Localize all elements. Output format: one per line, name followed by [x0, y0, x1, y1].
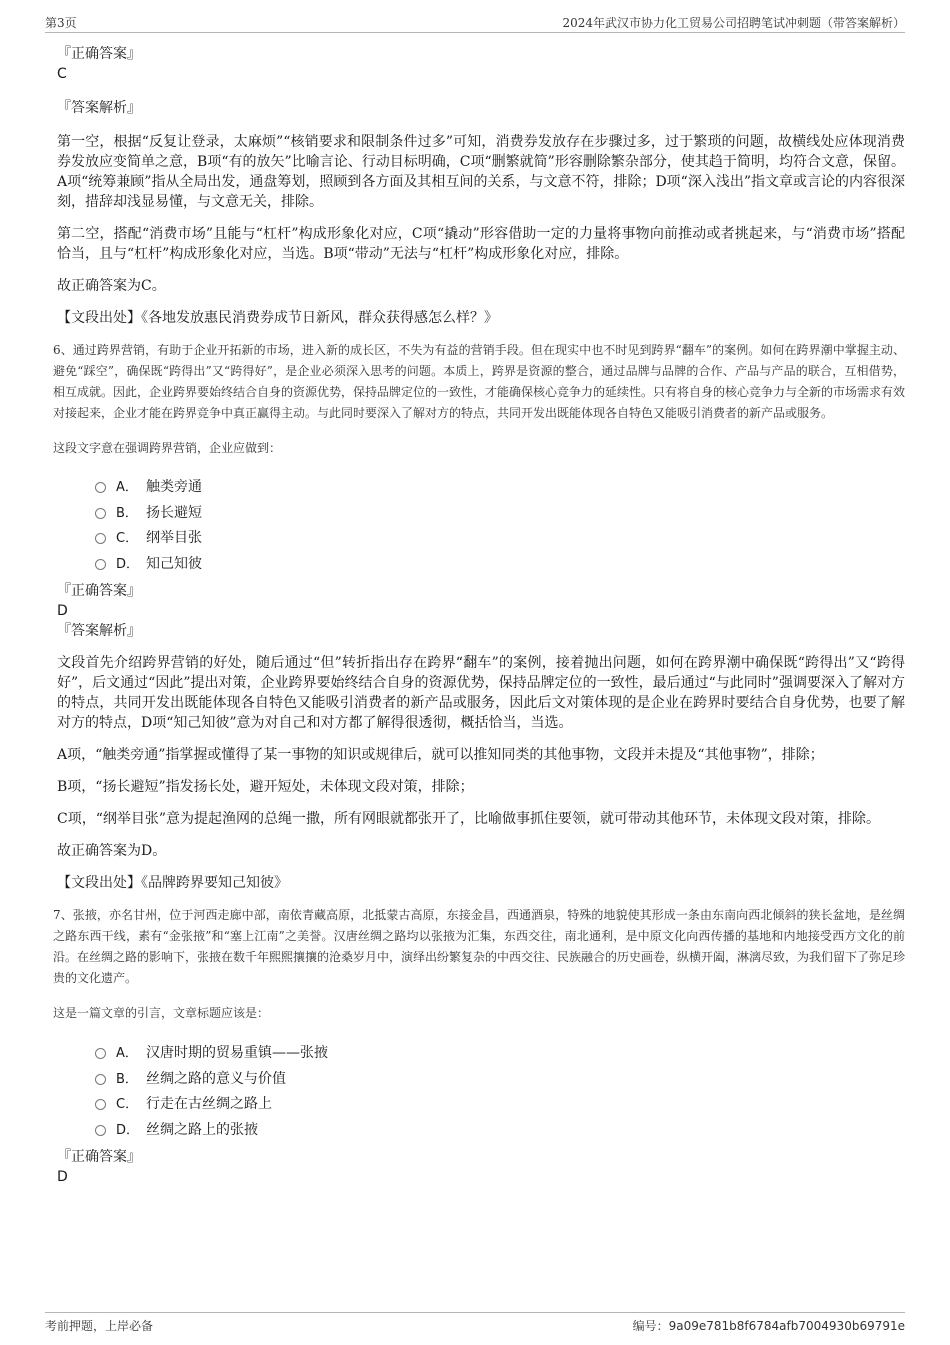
analysis-paragraph: 文段首先介绍跨界营销的好处，随后通过“但”转折指出存在跨界“翻车”的案例，接着抛出问题，如何在跨界潮中确保既“跨得出”又“跨得好”，后文通过“因此”提出对策，企业跨界要始终结合自身的资源优势，保持品牌定位的一致性，最后通过“与此同时”强调要深入了解对方的特点，共同开发出既能体现各自特色又能吸引消费者的新产品或服务，因此后文对策体现的是企业在跨界时要结合自身优势，也要了解对方的特点，D项“知己知彼”意为对自己和对方都了解得很透彻，概括恰当，当选。 [57, 655, 905, 731]
question-text: 7、张掖，亦名甘州，位于河西走廊中部，南依青藏高原，北抵蒙古高原，东接金昌，西通酒泉，特殊的地貌使其形成一条由东南向西北倾斜的狭长盆地，是丝绸之路东西干线，素有“金张掖”和“塞上江南”之美誉。汉唐丝绸之路均以张掖为汇集，东西交往，南北通利，是中原文化向西传播的基地和内地接受西方文化的前沿。在丝绸之路的影响下，张掖在数千年熙熙攘攘的沧桑岁月中，演绎出纷繁复杂的中西交往、民族融合的历史画卷，纵横开阖，淋漓尽致，为我们留下了弥足珍贵的文化遗产。 [53, 908, 906, 985]
option-d[interactable] [95, 1118, 905, 1144]
option-letter: B． [116, 1071, 138, 1087]
document-id: 编号：9a09e781b8f6784afb7004930b69791e [632, 1319, 905, 1333]
option-list [57, 475, 905, 577]
answer-value: D [57, 603, 68, 619]
option-text: 纲举目张 [146, 530, 202, 547]
option-text: 行走在古丝绸之路上 [146, 1096, 272, 1113]
analysis-label: 『答案解析』 [57, 100, 141, 116]
source-citation: 【文段出处】《品牌跨界要知己知彼》 [57, 875, 288, 891]
answer-value: C [57, 66, 67, 82]
radio-icon[interactable] [95, 1099, 106, 1110]
conclusion: 故正确答案为D。 [57, 843, 167, 859]
option-c[interactable] [95, 526, 905, 552]
option-list [57, 1041, 905, 1143]
option-a[interactable] [95, 475, 905, 501]
question-text: 6、通过跨界营销，有助于企业开拓新的市场，进入新的成长区，不失为有益的营销手段。但在现实中也不时见到跨界“翻车”的案例。如何在跨界潮中掌握主动、避免“踩空”，确保既“跨得出”又“跨得好”，是企业必须深入思考的问题。本质上，跨界是资源的整合，通过品牌与品牌的合作、产品与产品的联合，互相借势，相互成就。因此，企业跨界要始终结合自身的资源优势，保持品牌定位的一致性，才能确保核心竞争力的延续性。只有将自身的核心竞争力与全新的市场需求有效对接起来，企业才能在跨界竞争中真正赢得主动。与此同时要深入了解对方的特点，共同开发出既能体现各自特色又能吸引消费者的新产品或服务。 [53, 343, 906, 420]
option-letter: A． [116, 480, 138, 496]
page-header [45, 14, 905, 33]
footer-slogan: 考前押题，上岸必备 [45, 1319, 154, 1333]
analysis-paragraph: A项，“触类旁通”指掌握或懂得了某一事物的知识或规律后，就可以推知同类的其他事物，文段并未提及“其他事物”，排除； [57, 747, 824, 763]
option-text: 丝绸之路的意义与价值 [146, 1070, 286, 1087]
answer-label: 『正确答案』 [57, 46, 141, 62]
radio-icon[interactable] [95, 508, 106, 519]
analysis-label: 『答案解析』 [57, 623, 141, 639]
option-letter: C． [116, 531, 139, 547]
radio-icon[interactable] [95, 533, 106, 544]
option-letter: D． [116, 1122, 140, 1138]
option-text: 知己知彼 [146, 555, 202, 572]
option-b[interactable] [95, 1067, 905, 1093]
page-footer [45, 1312, 905, 1335]
analysis-paragraph: 第二空，搭配“消费市场”且能与“杠杆”构成形象化对应，C项“撬动”形容借助一定的力量将事物向前推动或者挑起来，与“消费市场”搭配恰当，且与“杠杆”构成形象化对应，当选。B项“带动”无法与“杠杆”构成形象化对应，排除。 [57, 226, 905, 262]
answer-label: 『正确答案』 [57, 1149, 141, 1165]
option-c[interactable] [95, 1092, 905, 1118]
analysis-paragraph: B项，“扬长避短”指发扬长处，避开短处，未体现文段对策，排除； [57, 779, 474, 795]
answer-value: D [57, 1169, 68, 1185]
radio-icon[interactable] [95, 482, 106, 493]
option-letter: D． [116, 556, 140, 572]
question-prompt: 这段文字意在强调跨界营销，企业应做到： [53, 441, 282, 455]
analysis-paragraph: 第一空，根据“反复让登录，太麻烦”“核销要求和限制条件过多”可知，消费券发放存在步骤过多，过于繁琐的问题，故横线处应体现消费券发放应变简单之意，B项“有的放矢”比喻言论、行动目标明确，C项“删繁就简”形容删除繁杂部分，使其趋于简明，均符合文意，保留。A项“统筹兼顾”指从全局出发，通盘筹划，照顾到各方面及其相互间的关系，与文意不符，排除；D项“深入浅出”指文章或言论的内容很深刻，措辞却浅显易懂，与文意无关，排除。 [57, 134, 905, 210]
source-citation: 【文段出处】《各地发放惠民消费券成节日新风，群众获得感怎么样？》 [57, 310, 498, 326]
option-text: 触类旁通 [146, 479, 202, 496]
conclusion: 故正确答案为C。 [57, 278, 166, 294]
document-title: 2024年武汉市协力化工贸易公司招聘笔试冲刺题（带答案解析） [562, 16, 905, 30]
radio-icon[interactable] [95, 1048, 106, 1059]
analysis-paragraph: C项，“纲举目张”意为提起渔网的总绳一撒，所有网眼就都张开了，比喻做事抓住要领，就可带动其他环节，未体现文段对策，排除。 [57, 811, 881, 827]
option-b[interactable] [95, 501, 905, 527]
option-d[interactable] [95, 552, 905, 578]
radio-icon[interactable] [95, 1125, 106, 1136]
option-text: 丝绸之路上的张掖 [146, 1121, 258, 1138]
option-letter: B． [116, 505, 138, 521]
radio-icon[interactable] [95, 1074, 106, 1085]
page-content [53, 44, 906, 1187]
question-prompt: 这是一篇文章的引言，文章标题应该是： [53, 1006, 270, 1020]
answer-label: 『正确答案』 [57, 583, 141, 599]
option-a[interactable] [95, 1041, 905, 1067]
option-text: 扬长避短 [146, 504, 202, 521]
radio-icon[interactable] [95, 559, 106, 570]
option-letter: A． [116, 1046, 138, 1062]
option-text: 汉唐时期的贸易重镇——张掖 [146, 1045, 328, 1062]
option-letter: C． [116, 1097, 139, 1113]
page-number: 第3页 [45, 16, 77, 30]
